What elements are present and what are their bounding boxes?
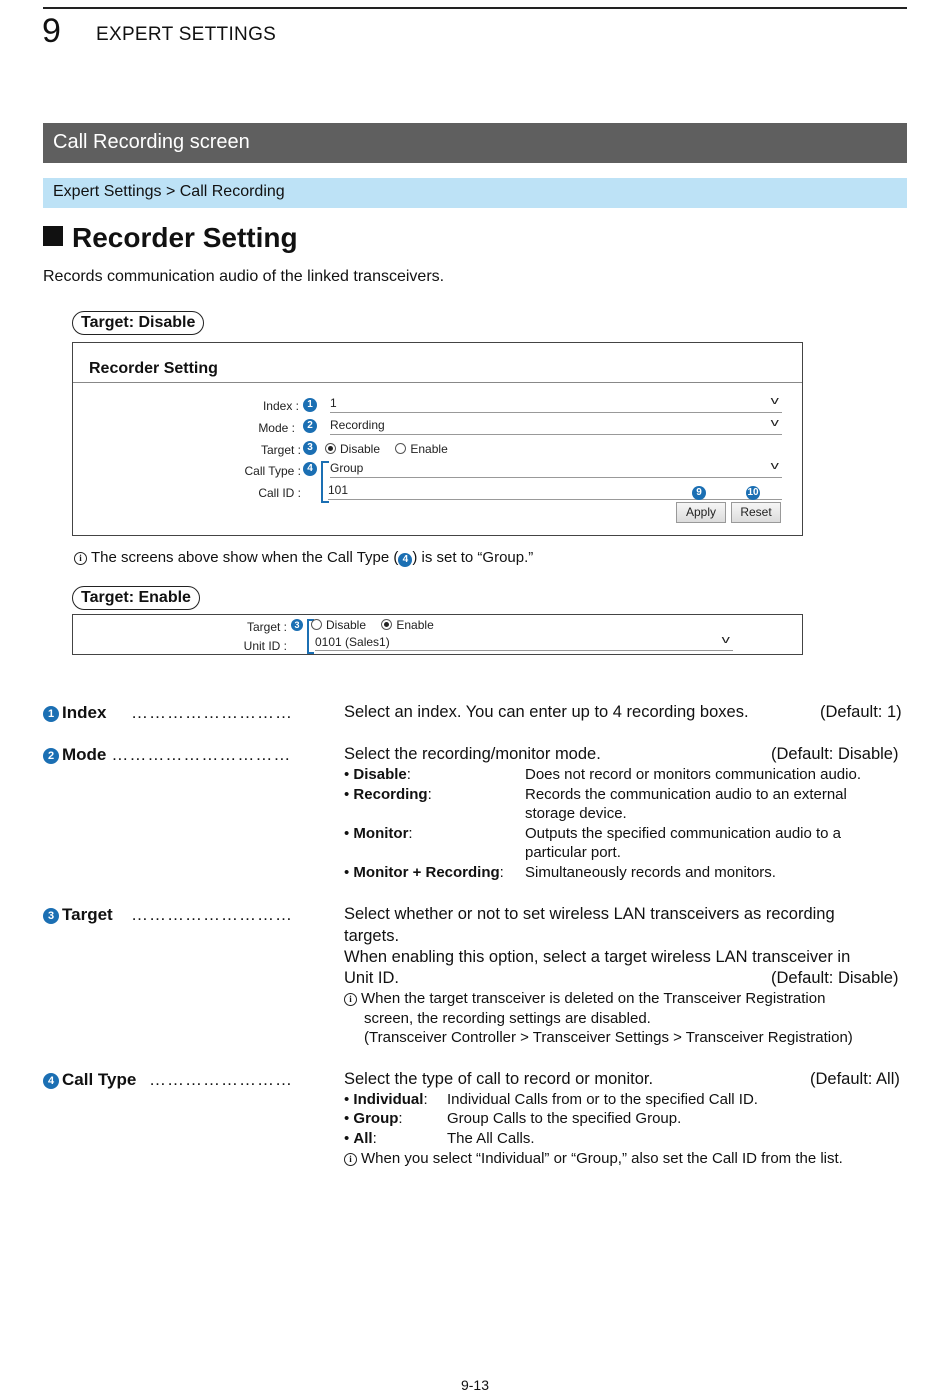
term-name: Index [62, 703, 107, 722]
callout-3-screen2: 3 [291, 619, 303, 631]
reset-button[interactable]: Reset [731, 502, 781, 523]
mode-option-monitor: • Monitor: [344, 825, 413, 842]
callout-10: 10 [747, 487, 759, 498]
item-call-type-desc: Select the type of call to record or monitor. [344, 1070, 654, 1088]
item-target-term [43, 905, 113, 925]
chevron-down-icon: v [770, 460, 779, 472]
radio-enable-label: Enable [410, 442, 448, 456]
heading-text: Recorder Setting [72, 222, 298, 253]
page-number: 9-13 [460, 1377, 490, 1393]
call-type-option-individual: • Individual: [344, 1091, 428, 1108]
note-text-before: The screens above show when the Call Type ( [91, 549, 399, 566]
term-name: Mode [62, 745, 107, 764]
screen-note [74, 549, 533, 567]
info-icon: i [344, 1153, 357, 1166]
mode-value: Recording [330, 418, 385, 432]
index-label: Index : [262, 399, 299, 413]
info-icon: i [344, 993, 357, 1006]
callout-9: 9 [692, 486, 706, 500]
radio-enable-label-2: Enable [396, 618, 434, 632]
mode-option-recording: • Recording: [344, 786, 432, 803]
radio-disable-label: Disable [340, 442, 381, 456]
item-target-line2: targets. [344, 927, 400, 945]
callout-2: 2 [303, 419, 317, 433]
call-type-note [344, 1150, 843, 1167]
call-type-option-group-text: Group Calls to the specified Group. [447, 1110, 682, 1127]
callout-4: 4 [303, 462, 317, 476]
target-note-line3: (Transceiver Controller > Transceiver Settings > Transceiver Registration) [364, 1029, 853, 1046]
item-mode-desc: Select the recording/monitor mode. [344, 745, 601, 763]
call-type-option-group: • Group: [344, 1110, 403, 1127]
call-type-value: Group [330, 461, 364, 475]
mode-option-recording-text2: storage device. [525, 805, 627, 822]
screen2-label: Target: Enable [72, 586, 200, 610]
item-target-line1: Select whether or not to set wireless LAN transceivers as recording [344, 905, 835, 923]
item-index-desc: Select an index. You can enter up to 4 recording boxes. [344, 703, 749, 721]
callout-2-term: 2 [43, 748, 59, 764]
page-heading [43, 222, 298, 254]
item-target-line3: When enabling this option, select a target wireless LAN transceiver in [344, 948, 851, 966]
target-radio-group-2 [311, 618, 434, 632]
call-type-label: Call Type : [244, 464, 301, 478]
callout-1-term: 1 [43, 706, 59, 722]
call-id-label: Call ID : [258, 486, 301, 500]
note-text-after: ) is set to “Group.” [412, 549, 534, 566]
item-call-type-term [43, 1070, 136, 1090]
item-target-default: (Default: Disable) [771, 969, 899, 987]
radio-enable-icon[interactable] [395, 443, 406, 454]
breadcrumb [43, 178, 907, 208]
callout-4-inline: 4 [398, 553, 412, 567]
mode-option-monitor-text2: particular port. [525, 844, 621, 861]
target-radio-group [325, 442, 448, 456]
breadcrumb-text: Expert Settings > Call Recording [53, 183, 285, 200]
item-call-type-default: (Default: All) [810, 1070, 900, 1088]
leader-dots: ………………………… [111, 745, 292, 764]
screen2-frame [72, 614, 803, 655]
item-index-term [43, 703, 106, 723]
call-type-option-individual-text: Individual Calls from or to the specified Call ID. [447, 1091, 758, 1108]
radio-disable-selected-icon[interactable] [325, 443, 336, 454]
mode-option-monitor-recording: • Monitor + Recording: [344, 864, 504, 881]
unit-id-value: 0101 (Sales1) [315, 635, 390, 649]
callout-3-term: 3 [43, 908, 59, 924]
index-select[interactable] [330, 396, 782, 413]
mode-option-disable: • Disable: [344, 766, 411, 783]
apply-button[interactable]: Apply [676, 502, 726, 523]
index-value: 1 [330, 396, 337, 410]
chevron-down-icon: v [721, 634, 730, 646]
call-type-note-text: When you select “Individual” or “Group,” also set the Call ID from the list. [361, 1150, 843, 1167]
screen1-label: Target: Disable [72, 311, 204, 335]
mode-option-monitor-text: Outputs the specified communication audio to a [525, 825, 842, 842]
mode-option-disable-text: Does not record or monitors communication audio. [525, 766, 861, 783]
chevron-down-icon: v [770, 395, 779, 407]
term-name: Call Type [62, 1070, 137, 1089]
unit-id-select[interactable] [315, 635, 733, 651]
chevron-down-icon: v [770, 417, 779, 429]
target-note-line1: When the target transceiver is deleted on the Transceiver Registration [361, 990, 826, 1007]
call-id-input[interactable] [328, 483, 782, 500]
callout-4-term: 4 [43, 1073, 59, 1089]
screen1-title: Recorder Setting [89, 360, 218, 377]
radio-enable-selected-icon[interactable] [381, 619, 392, 630]
info-icon: i [74, 552, 87, 565]
target-note [344, 990, 825, 1007]
section-bar [43, 123, 907, 163]
leader-dots: …………………… [149, 1070, 293, 1089]
item-mode-term [43, 745, 291, 765]
radio-disable-icon[interactable] [311, 619, 322, 630]
callout-1: 1 [303, 398, 317, 412]
call-type-option-all: • All: [344, 1130, 377, 1147]
header-rule [43, 7, 907, 9]
target-label: Target : [260, 443, 301, 457]
call-type-option-all-text: The All Calls. [447, 1130, 535, 1147]
item-mode-default: (Default: Disable) [771, 745, 899, 763]
square-bullet-icon [43, 226, 63, 246]
mode-option-monitor-recording-text: Simultaneously records and monitors. [525, 864, 776, 881]
callout-3: 3 [303, 441, 317, 455]
leader-dots: ……………………… [131, 703, 293, 722]
screen1-frame [72, 342, 803, 536]
target-label-2: Target : [246, 620, 287, 634]
screen1-title-rule [73, 382, 802, 383]
target-note-line2: screen, the recording settings are disabled. [364, 1010, 651, 1027]
item-target-line4: Unit ID. [344, 969, 400, 987]
chapter-number: 9 [42, 12, 61, 50]
mode-option-recording-text: Records the communication audio to an external [525, 786, 847, 803]
mode-label: Mode : [258, 421, 295, 435]
call-id-value: 101 [328, 483, 349, 497]
radio-disable-label-2: Disable [326, 618, 367, 632]
term-name: Target [62, 905, 113, 924]
section-title: Call Recording screen [53, 131, 250, 153]
chapter-title: EXPERT SETTINGS [96, 24, 277, 45]
mode-select[interactable] [330, 418, 782, 435]
call-type-select[interactable] [330, 461, 782, 478]
leader-dots: ……………………… [131, 905, 293, 924]
item-index-default: (Default: 1) [820, 703, 902, 721]
intro-text: Records communication audio of the linked transceivers. [43, 268, 445, 285]
unit-id-label: Unit ID : [243, 639, 287, 653]
